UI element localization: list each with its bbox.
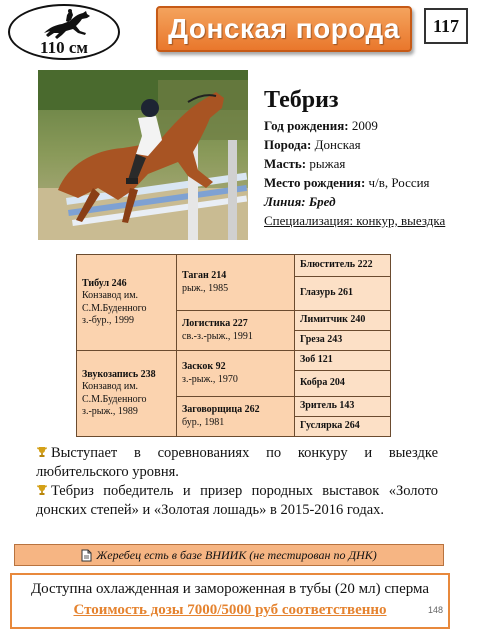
breed-title: Донская порода: [168, 13, 400, 44]
page-number: 148: [428, 605, 444, 615]
height-badge: [8, 4, 120, 60]
achievement-item: Тебриз победитель и призер породных выставок «Золото донских степей» и «Золотая лошадь» в 2015-2016 годах.: [36, 483, 438, 518]
achievement-item: Выступает в соревнованиях по конкуру и выездке любительского уровня.: [36, 445, 438, 480]
info-row-birth-year: Год рождения: 2009: [264, 118, 378, 133]
offer-box: [10, 573, 450, 629]
pedigree-gen3-2: Глазурь 261: [295, 277, 391, 311]
pedigree-sire-sire: Таган 214 рыж., 1985: [177, 255, 295, 311]
pedigree-gen3-3: Лимитчик 240: [295, 311, 391, 331]
horse-name: Тебриз: [264, 87, 339, 113]
info-row-color: Масть: рыжая: [264, 156, 346, 171]
info-row-specialization: Специализация: конкур, выездка: [264, 213, 446, 228]
database-note-bar: [14, 544, 444, 566]
document-icon: [81, 549, 92, 562]
breed-title-banner: [156, 6, 412, 52]
info-row-birthplace: Место рождения: ч/в, Россия: [264, 175, 430, 190]
trophy-icon: [36, 484, 48, 496]
horse-jumping-photo: [38, 70, 248, 240]
pedigree-gen3-1: Блюститель 222: [295, 255, 391, 277]
database-note: Жеребец есть в базе ВНИИК (не тестирован по ДНК): [96, 547, 377, 562]
pedigree-dam-sire: Заскок 92 з.-рыж., 1970: [177, 351, 295, 397]
offer-price: Стоимость дозы 7000/5000 руб соответственно: [73, 602, 387, 618]
jump-height: 110 см: [40, 38, 88, 57]
pedigree-dam-dam: Заговорщица 262 бур., 1981: [177, 397, 295, 437]
pedigree-gen3-4: Греза 243: [295, 331, 391, 351]
info-row-line: Линия: Бред: [264, 194, 336, 209]
catalog-number: 117: [424, 8, 468, 44]
pedigree-gen3-8: Гуслярка 264: [295, 417, 391, 437]
horse-info: [264, 86, 474, 230]
pedigree-sire: Тибул 246 Конзавод им. С.М.Буденного з.-бур., 1999: [77, 255, 177, 351]
pedigree-gen3-5: Зоб 121: [295, 351, 391, 371]
trophy-icon: [36, 446, 48, 458]
offer-availability: Доступна охлажденная и замороженная в тубы (20 мл) сперма: [30, 581, 430, 597]
pedigree-gen3-6: Кобра 204: [295, 371, 391, 397]
pedigree-table: [76, 254, 391, 437]
pedigree-dam: Звукозапись 238 Конзавод им. С.М.Буденного з.-рыж., 1989: [77, 351, 177, 437]
info-row-breed: Порода: Донская: [264, 137, 361, 152]
achievements: [36, 444, 438, 520]
horse-photo: [38, 70, 248, 240]
pedigree-sire-dam: Логистика 227 св.-з.-рыж., 1991: [177, 311, 295, 351]
pedigree-gen3-7: Зритель 143: [295, 397, 391, 417]
